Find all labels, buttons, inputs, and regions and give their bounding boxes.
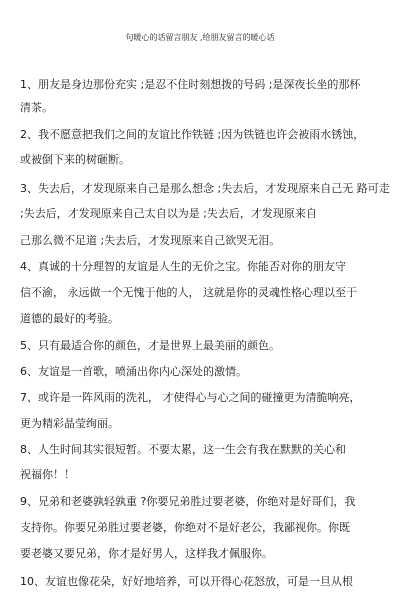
text-line: 4、真诚的十分理智的友谊是人生的无价之宝。你能否对你的朋友守 [20, 260, 346, 273]
text-line: 7、或许是一阵风雨的洗礼， 才使得心与心之间的碰撞更为清脆响亮， [20, 391, 361, 404]
text-line: 10、友谊也像花朵，好好地培养，可以开得心花怒放，可是一旦从根 [20, 575, 353, 588]
text-line: 9、兄弟和老婆孰轻孰重 ?你要兄弟胜过要老婆，你绝对是好哥们，我 [20, 495, 356, 508]
text-line: 清茶。 [20, 101, 53, 114]
text-line: 更为精彩晶莹绚丽。 [20, 417, 119, 430]
text-line: 5、只有最适合你的颜色，才是世界上最美丽的颜色。 [20, 339, 280, 352]
text-line: 信不渝， 永远做一个无愧于他的人， 这就是你的灵魂性格心理以至于 [20, 286, 357, 299]
text-line: 要老婆又要兄弟，你才是好男人，这样我才佩服你。 [20, 547, 273, 560]
text-line: 3、失去后，才发现原来自己是那么想念 ;失去后，才发现原来自己无 路可走 [20, 182, 390, 195]
text-line: 或被倒下来的树砸断。 [20, 153, 130, 166]
text-line: 己那么微不足道 ;失去后，才发现原来自己欲哭无泪。 [20, 234, 281, 247]
text-line: 8、人生时间其实很短暂。不要太累，这一生会有我在默默的关心和 [20, 443, 346, 456]
text-line: 支持你。你要兄弟胜过要老婆，你绝对不是好老公，我鄙视你。你既 [20, 521, 350, 534]
text-line: 道德的最好的考验。 [20, 312, 119, 325]
text-line: 祝福你！！ [20, 468, 75, 481]
text-line: 6、友谊是一首歌，喷涌出你内心深处的激情。 [20, 365, 247, 378]
text-line: ;失去后，才发现原来自己太自以为是 ;失去后，才发现原来自 [20, 207, 317, 220]
text-line: 1、朋友是身边那份充实 ;是忍不住时刻想拨的号码 ;是深夜长坐的那杯 [20, 78, 361, 91]
text-line: 2、我不愿意把我们之间的友谊比作铁链 ;因为铁链也许会被雨水锈蚀， [20, 128, 365, 141]
article-title: 句暖心的话留言朋友 ,给朋友留言的暖心话 [125, 33, 275, 42]
